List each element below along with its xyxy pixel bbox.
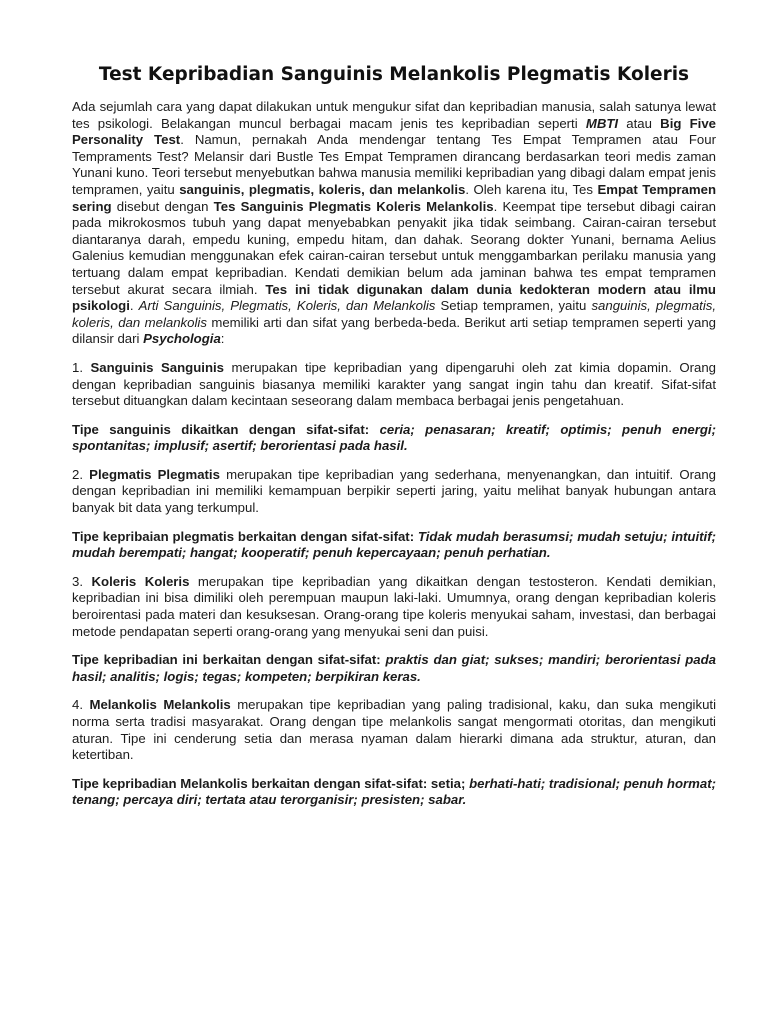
traits-label: Tipe kepribadian ini berkaitan dengan sifat-sifat: (72, 652, 386, 668)
traits-koleris (72, 652, 716, 685)
traits-list: Tidak mudah berasumsi; mudah setuju; intuitif; mudah berempati; hangat; kooperatif; penuh kepercayaan; penuh perhatian. (72, 528, 716, 561)
section-name: Plegmatis Plegmatis (89, 466, 220, 482)
intro-disclaimer: Tes ini tidak digunakan dalam dunia kedokteran modern atau ilmu psikologi (72, 281, 716, 314)
section-description: merupakan tipe kepribadian yang sederhana, menyenangkan, dan intuitif. Orang dengan kepribadian ini memiliki kemampuan berpikir seperti jaring, yaitu melihat banyak hubungan antara banyak bit data yang terkumpul. (72, 466, 716, 516)
intro-text: disebut dengan (111, 198, 214, 214)
section-description: merupakan tipe kepribadian yang paling tradisional, kaku, dan suka mengikuti norma serta tradisi masyarakat. Orang dengan tipe melankolis sangat mengormati otoritas, dan mengikuti aturan. Tipe ini cenderung setia dan merasa nyaman dalam hierarki dimana ada struktur, aturan, dan ketertiban. (72, 697, 716, 763)
section-number: 4 (72, 697, 80, 713)
intro-text: . Oleh karena itu, Tes (465, 181, 598, 197)
traits-label: Tipe kepribaian plegmatis berkaitan dengan sifat-sifat: (72, 528, 418, 544)
traits-label: Tipe kepribadian Melankolis berkaitan dengan sifat-sifat: setia; (72, 775, 470, 791)
traits-melankolis (72, 776, 716, 809)
section-koleris (72, 574, 716, 640)
intro-temperament-list-italic: sanguinis, plegmatis, koleris, dan melankolis (72, 298, 717, 330)
intro-paragraph (72, 99, 716, 348)
intro-big-five: Big Five Personality Test (72, 115, 717, 148)
intro-text: . Keempat tipe tersebut dibagi cairan pada mikrokosmos tubuh yang dapat menyebabkan penyakit jika tidak seimbang. Cairan-cairan tersebut diantaranya darah, empedu kuning, empedu hitam, dan dahak. Seorang dokter Yunani, bernama Aelius Galenius kemudian menggunakan efek cairan-cairan tersebut untuk menggambarkan perilaku manusia yang tertuang dalam empat kepribadian. Kendati demikian belum ada jaminan bahwa tes empat tempramen tersebut akurat secara ilmiah. (72, 198, 716, 297)
intro-mbti: MBTI (585, 115, 619, 131)
intro-temperament-list: sanguinis, plegmatis, koleris, dan melankolis (179, 181, 466, 197)
intro-text: Setiap tempramen, yaitu (435, 298, 592, 314)
section-sanguinis (72, 360, 716, 410)
intro-arti-heading: Arti Sanguinis, Plegmatis, Koleris, dan Melankolis (138, 298, 436, 314)
intro-text: memiliki arti dan sifat yang berbeda-beda. Berikut arti setiap tempramen seperti yang dilansir dari (72, 314, 716, 347)
traits-plegmatis (72, 529, 716, 562)
section-separator: . (79, 697, 90, 713)
intro-text: . (129, 298, 139, 314)
section-plegmatis (72, 467, 716, 517)
section-separator: . (79, 466, 90, 482)
section-name: Sanguinis Sanguinis (90, 359, 225, 375)
section-separator: . (79, 573, 92, 589)
section-description: merupakan tipe kepribadian yang dipengaruhi oleh zat kimia dopamin. Orang dengan kepribadian sanguinis biasanya memiliki karakter yang sangat ingin tahu dan kreatif. Sifat-sifat tersebut dituangkan dalam kecintaan seseorang dalam membaca berbagai jenis pengetahuan. (72, 359, 716, 409)
section-name: Koleris Koleris (91, 573, 190, 589)
section-separator: . (79, 359, 91, 375)
traits-sanguinis (72, 422, 716, 455)
traits-list: ceria; penasaran; kreatif; optimis; penuh energi; spontanitas; implusif; asertif; berorientasi pada hasil. (72, 421, 716, 454)
section-description: merupakan tipe kepribadian yang dikaitkan dengan testosteron. Kendati demikian, kepribadian ini bisa dimiliki oleh perempuan maupun laki-laki. Umumnya, orang dengan kepribadian koleris beroirentasi pada materi dan kesuksesan. Orang-orang tipe koleris menyukai saham, investasi, dan berbagai metode pendapatan seperti orang-orang yang menyukai seni dan puisi. (72, 573, 716, 639)
document-title: Test Kepribadian Sanguinis Melankolis Plegmatis Koleris (98, 64, 690, 85)
traits-label: Tipe sanguinis dikaitkan dengan sifat-sifat: (72, 421, 380, 437)
intro-empat-tempramen: Empat Tempramen sering (72, 181, 717, 214)
intro-text: Ada sejumlah cara yang dapat dilakukan untuk mengukur sifat dan kepribadian manusia, salah satunya lewat tes psikologi. Belakangan muncul berbagai macam jenis tes kepribadian seperti (72, 99, 716, 131)
intro-text: . Namun, pernakah Anda mendengar tentang Tes Empat Tempramen atau Four Tempraments Test? Melansir dari Bustle Tes Empat Tempramen dirancang berdasarkan teori medis zaman Yunani kuno. Teori tersebut menyebutkan bahwa manusia memiliki kepribadian yang dibagi dalam empat jenis tempramen, yaitu (72, 132, 716, 197)
intro-test-name: Tes Sanguinis Plegmatis Koleris Melankolis (213, 198, 494, 214)
intro-text: atau (618, 115, 661, 131)
section-melankolis (72, 697, 716, 763)
section-number: 3 (72, 573, 80, 589)
traits-list: berhati-hati; tradisional; penuh hormat; tenang; percaya diri; tertata atau terorganisir; presisten; sabar. (72, 775, 717, 808)
intro-text: : (220, 331, 225, 347)
section-number: 1 (72, 359, 80, 375)
traits-list: praktis dan giat; sukses; mandiri; berorientasi pada hasil; analitis; logis; tegas; kompeten; berpikiran keras. (72, 652, 716, 684)
section-name: Melankolis Melankolis (89, 697, 231, 713)
section-number: 2 (72, 466, 80, 482)
intro-psychologia: Psychologia (143, 331, 221, 347)
